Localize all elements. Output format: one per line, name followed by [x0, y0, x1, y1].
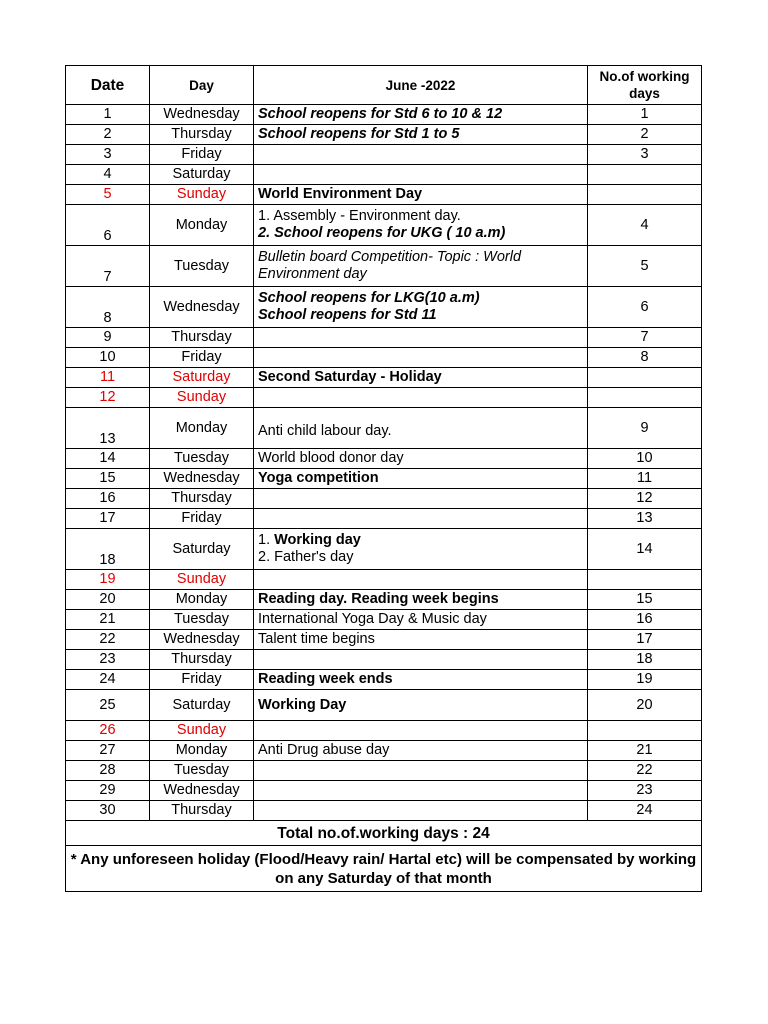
day-cell: Wednesday: [150, 287, 254, 328]
event-cell: [254, 650, 588, 670]
event-cell: [254, 741, 588, 761]
event-text: 2. School reopens for UKG ( 10 a.m): [258, 225, 506, 241]
event-text: Working Day: [258, 696, 347, 713]
event-cell: [254, 590, 588, 610]
working-day-count: 8: [588, 348, 702, 368]
day-cell: Friday: [150, 348, 254, 368]
working-day-count: 13: [588, 509, 702, 529]
working-day-count: 10: [588, 449, 702, 469]
event-text: Anti Drug abuse day: [258, 742, 390, 758]
event-cell: [254, 801, 588, 821]
day-cell: Thursday: [150, 125, 254, 145]
working-day-count: [588, 721, 702, 741]
working-day-count: 4: [588, 205, 702, 246]
event-cell: [254, 287, 588, 328]
date-cell: 5: [66, 185, 150, 205]
event-text: World Environment Day: [258, 186, 423, 202]
day-cell: Monday: [150, 590, 254, 610]
table-row: [66, 105, 702, 125]
event-text: Second Saturday - Holiday: [258, 369, 442, 385]
day-cell: Saturday: [150, 368, 254, 388]
date-cell: 27: [66, 741, 150, 761]
date-cell: 24: [66, 670, 150, 690]
table-row: [66, 348, 702, 368]
date-cell: 1: [66, 105, 150, 125]
date-cell: 15: [66, 469, 150, 489]
event-text: School reopens for LKG(10 a.m): [258, 290, 480, 306]
event-cell: [254, 246, 588, 287]
working-day-count: [588, 388, 702, 408]
event-cell: [254, 145, 588, 165]
working-day-count: 1: [588, 105, 702, 125]
date-cell: 10: [66, 348, 150, 368]
compensation-note: * Any unforeseen holiday (Flood/Heavy rain/ Hartal etc) will be compensated by working on any Saturday of that month: [66, 846, 702, 892]
event-cell: [254, 368, 588, 388]
working-day-count: 24: [588, 801, 702, 821]
working-day-count: 9: [588, 408, 702, 449]
event-text: Environment day: [258, 266, 367, 282]
day-cell: Wednesday: [150, 781, 254, 801]
table-row: [66, 761, 702, 781]
event-cell: [254, 630, 588, 650]
event-text: Bulletin board Competition- Topic : World: [258, 249, 522, 265]
day-cell: Saturday: [150, 165, 254, 185]
event-text: Reading week ends: [258, 671, 393, 687]
event-cell: [254, 469, 588, 489]
day-cell: Thursday: [150, 328, 254, 348]
event-cell: [254, 721, 588, 741]
date-cell: 2: [66, 125, 150, 145]
day-cell: Sunday: [150, 388, 254, 408]
table-row: [66, 610, 702, 630]
working-day-count: [588, 570, 702, 590]
date-cell: 14: [66, 449, 150, 469]
event-text: Reading day. Reading week begins: [258, 591, 499, 607]
table-row: [66, 368, 702, 388]
working-day-count: [588, 185, 702, 205]
working-day-count: 20: [588, 690, 702, 721]
working-day-count: 11: [588, 469, 702, 489]
date-cell: 21: [66, 610, 150, 630]
date-cell: 17: [66, 509, 150, 529]
table-row: [66, 489, 702, 509]
note-row: [66, 846, 702, 892]
event-cell: [254, 761, 588, 781]
event-text: Anti child labour day.: [258, 422, 392, 439]
date-cell: 25: [66, 690, 150, 721]
day-cell: Friday: [150, 670, 254, 690]
working-day-count: 23: [588, 781, 702, 801]
day-cell: Monday: [150, 408, 254, 449]
working-day-count: 6: [588, 287, 702, 328]
working-day-count: [588, 165, 702, 185]
table-row: [66, 741, 702, 761]
date-cell: 22: [66, 630, 150, 650]
event-cell: [254, 205, 588, 246]
event-text: School reopens for Std 11: [258, 307, 437, 323]
event-text: School reopens for Std 6 to 10 & 12: [258, 106, 503, 122]
date-cell: 23: [66, 650, 150, 670]
event-cell: [254, 529, 588, 570]
table-row: [66, 287, 702, 328]
working-day-count: [588, 368, 702, 388]
calendar-table: [65, 65, 702, 892]
event-cell: [254, 670, 588, 690]
date-cell: 30: [66, 801, 150, 821]
date-cell: 9: [66, 328, 150, 348]
event-cell: [254, 509, 588, 529]
working-day-count: 3: [588, 145, 702, 165]
table-row: [66, 721, 702, 741]
header-row: [66, 66, 702, 105]
day-cell: Tuesday: [150, 761, 254, 781]
event-cell: [254, 449, 588, 469]
event-text: International Yoga Day & Music day: [258, 611, 487, 627]
table-row: [66, 165, 702, 185]
day-cell: Saturday: [150, 690, 254, 721]
day-cell: Monday: [150, 741, 254, 761]
table-row: [66, 408, 702, 449]
event-cell: [254, 610, 588, 630]
date-cell: 12: [66, 388, 150, 408]
date-cell: 13: [66, 408, 150, 449]
table-row: [66, 781, 702, 801]
working-day-count: 21: [588, 741, 702, 761]
event-cell: [254, 781, 588, 801]
day-cell: Thursday: [150, 489, 254, 509]
event-cell: [254, 489, 588, 509]
day-cell: Sunday: [150, 570, 254, 590]
date-cell: 26: [66, 721, 150, 741]
event-cell: [254, 125, 588, 145]
date-cell: 19: [66, 570, 150, 590]
day-cell: Friday: [150, 145, 254, 165]
day-cell: Friday: [150, 509, 254, 529]
total-row: [66, 821, 702, 846]
date-cell: 11: [66, 368, 150, 388]
table-row: [66, 205, 702, 246]
working-day-count: 19: [588, 670, 702, 690]
working-day-count: 18: [588, 650, 702, 670]
event-text: Yoga competition: [258, 470, 379, 486]
day-cell: Saturday: [150, 529, 254, 570]
table-row: [66, 125, 702, 145]
date-cell: 16: [66, 489, 150, 509]
event-text: 1. Assembly - Environment day.: [258, 208, 461, 224]
day-cell: Tuesday: [150, 449, 254, 469]
day-cell: Thursday: [150, 801, 254, 821]
table-row: [66, 630, 702, 650]
working-day-count: 17: [588, 630, 702, 650]
working-day-count: 16: [588, 610, 702, 630]
header-month: June -2022: [254, 66, 588, 105]
header-working-days: No.of working days: [588, 66, 702, 105]
working-day-count: 22: [588, 761, 702, 781]
date-cell: 8: [66, 287, 150, 328]
date-cell: 7: [66, 246, 150, 287]
day-cell: Sunday: [150, 721, 254, 741]
event-cell: [254, 185, 588, 205]
table-row: [66, 590, 702, 610]
table-row: [66, 570, 702, 590]
event-cell: [254, 690, 588, 721]
event-cell: [254, 348, 588, 368]
table-row: [66, 801, 702, 821]
header-day: Day: [150, 66, 254, 105]
day-cell: Tuesday: [150, 610, 254, 630]
event-cell: [254, 388, 588, 408]
day-cell: Wednesday: [150, 469, 254, 489]
table-row: [66, 145, 702, 165]
day-cell: Thursday: [150, 650, 254, 670]
table-row: [66, 529, 702, 570]
event-cell: [254, 328, 588, 348]
table-row: [66, 690, 702, 721]
event-text: School reopens for Std 1 to 5: [258, 126, 460, 142]
table-row: [66, 469, 702, 489]
date-cell: 4: [66, 165, 150, 185]
event-text: Talent time begins: [258, 631, 375, 647]
day-cell: Monday: [150, 205, 254, 246]
table-row: [66, 388, 702, 408]
table-row: [66, 185, 702, 205]
event-text: World blood donor day: [258, 450, 404, 466]
date-cell: 20: [66, 590, 150, 610]
working-day-count: 12: [588, 489, 702, 509]
table-row: [66, 328, 702, 348]
date-cell: 3: [66, 145, 150, 165]
date-cell: 29: [66, 781, 150, 801]
table-row: [66, 246, 702, 287]
table-row: [66, 449, 702, 469]
table-row: [66, 650, 702, 670]
table-row: [66, 509, 702, 529]
day-cell: Wednesday: [150, 630, 254, 650]
event-text: 1. Working day: [258, 532, 361, 548]
event-text: 2. Father's day: [258, 549, 354, 565]
event-cell: [254, 408, 588, 449]
day-cell: Sunday: [150, 185, 254, 205]
day-cell: Wednesday: [150, 105, 254, 125]
working-day-count: 14: [588, 529, 702, 570]
date-cell: 18: [66, 529, 150, 570]
working-day-count: 15: [588, 590, 702, 610]
working-day-count: 5: [588, 246, 702, 287]
date-cell: 6: [66, 205, 150, 246]
total-working-days: Total no.of.working days : 24: [66, 821, 702, 846]
event-cell: [254, 165, 588, 185]
table-row: [66, 670, 702, 690]
event-cell: [254, 570, 588, 590]
working-day-count: 2: [588, 125, 702, 145]
header-date: Date: [66, 66, 150, 105]
working-day-count: 7: [588, 328, 702, 348]
day-cell: Tuesday: [150, 246, 254, 287]
date-cell: 28: [66, 761, 150, 781]
event-cell: [254, 105, 588, 125]
